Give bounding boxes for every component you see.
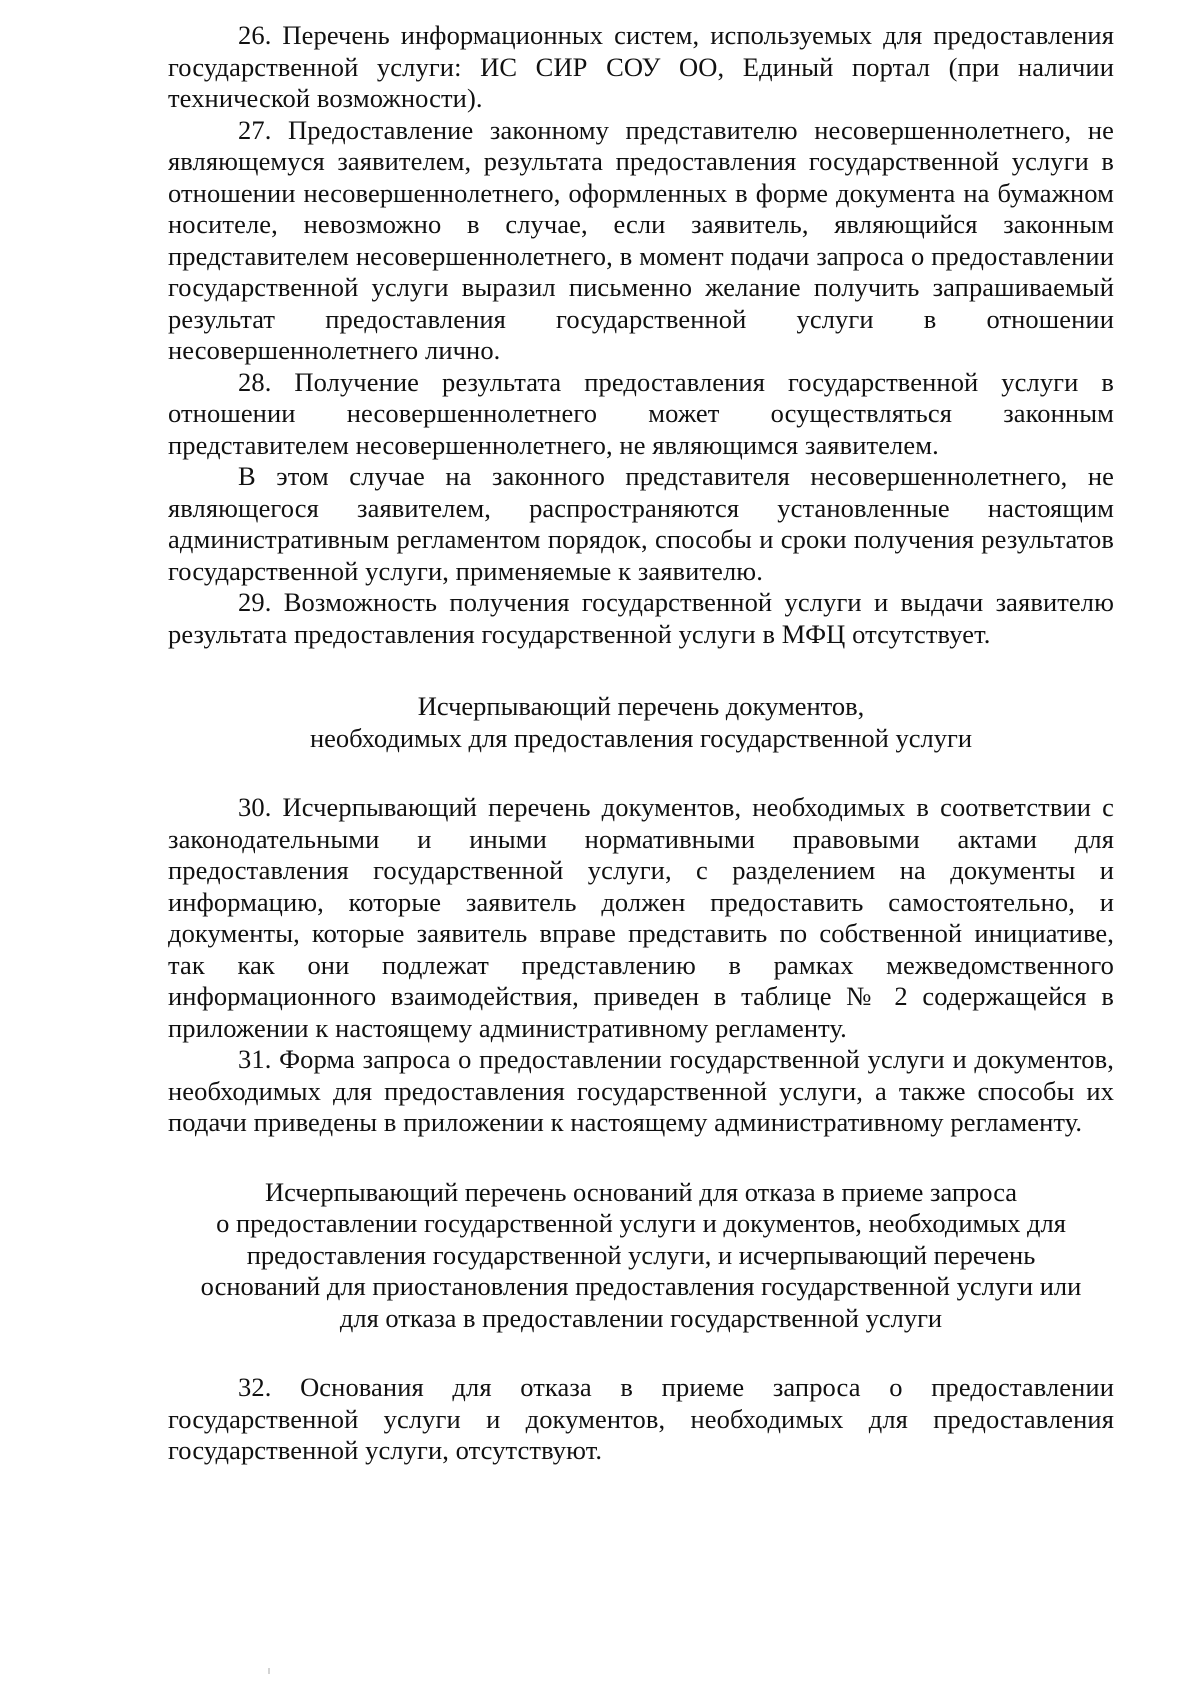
section-heading-refusal-grounds xyxy=(168,1177,1114,1335)
section-heading-documents xyxy=(168,691,1114,754)
heading-line: оснований для приостановления предоставления государственной услуги или xyxy=(200,1271,1082,1301)
paragraph-28-continuation: В этом случае на законного представителя несовершеннолетнего, не являющегося заявителем, распространяются установленные настоящим административным регламентом порядок, способы и сроки получения результатов государственной услуги, применяемые к заявителю. xyxy=(168,461,1114,586)
heading-line: необходимых для предоставления государственной услуги xyxy=(309,722,973,753)
document-body xyxy=(168,20,1114,1467)
heading-line: Исчерпывающий перечень оснований для отказа в приеме запроса xyxy=(264,1176,1018,1207)
paragraph-28: 28. Получение результата предоставления государственной услуги в отношении несовершеннолетнего может осуществляться законным представителем несовершеннолетнего, не являющимся заявителем. xyxy=(168,366,1114,460)
scan-artifact xyxy=(268,1668,270,1674)
heading-line: предоставления государственной услуги, и исчерпывающий перечень xyxy=(246,1239,1036,1270)
heading-line: Исчерпывающий перечень документов, xyxy=(417,691,865,721)
paragraph-31: 31. Форма запроса о предоставлении государственной услуги и документов, необходимых для предоставления государственной услуги, а также способы их подачи приведены в приложении к настоящему административному регламенту. xyxy=(168,1044,1114,1137)
paragraph-30: 30. Исчерпывающий перечень документов, необходимых в соответствии с законодательными и иными нормативными правовыми актами для предоставления государственной услуги, с разделением на документы и информацию, которые заявитель должен предоставить самостоятельно, и документы, которые заявитель вправе представить по собственной инициативе, так как они подлежат представлению в рамках межведомственного информационного взаимодействия, приведен в таблице № 2 содержащейся в приложении к настоящему административному регламенту. xyxy=(168,792,1114,1043)
paragraph-29: 29. Возможность получения государственной услуги и выдачи заявителю результата предоставления государственной услуги в МФЦ отсутствует. xyxy=(168,587,1114,649)
paragraph-26: 26. Перечень информационных систем, используемых для предоставления государственной услуги: ИС СИР СОУ ОО, Единый портал (при наличии технической возможности). xyxy=(168,20,1114,113)
paragraph-32: 32. Основания для отказа в приеме запроса о предоставлении государственной услуги и документов, необходимых для предоставления государственной услуги, отсутствуют. xyxy=(168,1372,1114,1465)
heading-line: для отказа в предоставлении государственной услуги xyxy=(339,1302,943,1333)
paragraph-27: 27. Предоставление законному представителю несовершеннолетнего, не являющемуся заявителем, результата предоставления государственной услуги в отношении несовершеннолетнего, оформленных в форме документа на бумажном носителе, невозможно в случае, если заявитель, являющийся законным представителем несовершеннолетнего, в момент подачи запроса о предоставлении государственной услуги выразил письменно желание получить запрашиваемый результат предоставления государственной услуги в отношении несовершеннолетнего лично. xyxy=(168,114,1114,365)
heading-line: о предоставлении государственной услуги и документов, необходимых для xyxy=(216,1208,1066,1238)
